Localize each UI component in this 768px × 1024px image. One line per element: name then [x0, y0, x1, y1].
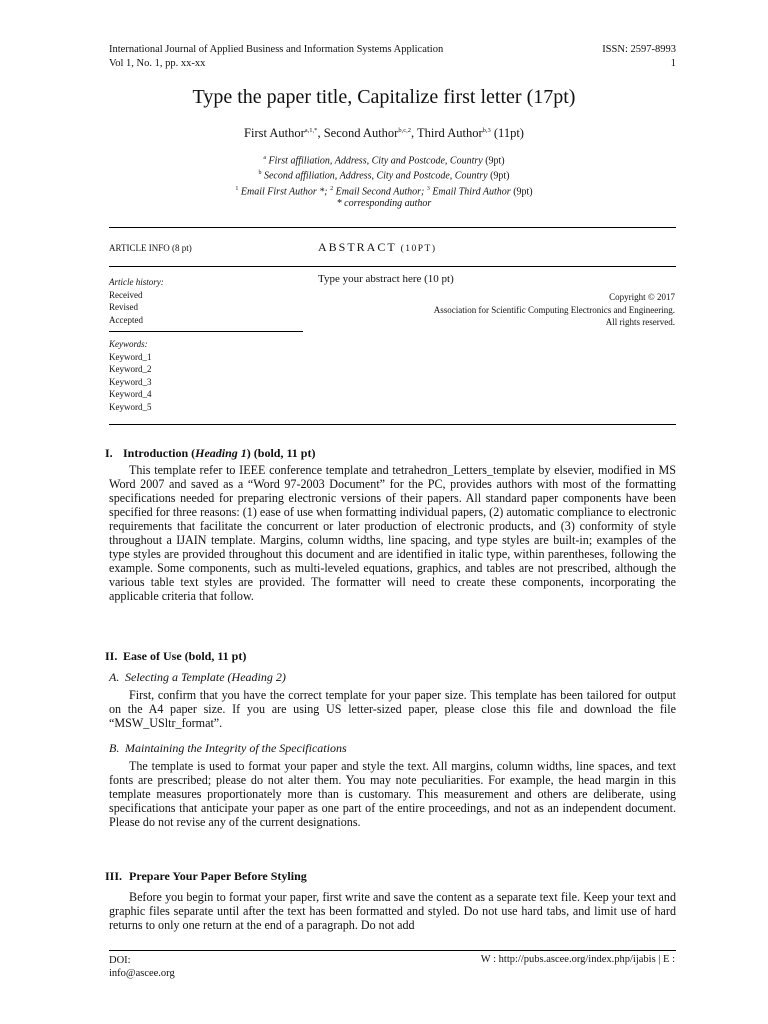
divider-top — [109, 227, 676, 228]
footer-divider — [109, 950, 676, 951]
page-number: 1 — [670, 58, 676, 69]
copyright-block — [335, 291, 675, 329]
author-2-sup: b,c,2 — [398, 126, 411, 134]
subsection-heading-template — [109, 670, 286, 685]
history-label: Article history: — [109, 277, 164, 287]
section-heading-text: Ease of Use (bold, 11 pt) — [123, 649, 247, 663]
author-2: , Second Author — [317, 126, 399, 140]
author-1: First Author — [244, 126, 305, 140]
affiliation-2-size: (9pt) — [487, 170, 510, 182]
history-received: Received — [109, 289, 143, 300]
copyright-line: Copyright © 2017 — [609, 292, 675, 302]
paper-title: Type the paper title, Capitalize first letter (17pt) — [192, 86, 576, 108]
footer-doi: DOI: — [109, 955, 131, 966]
section-number: I. — [105, 446, 113, 460]
issn: ISSN: 2597-8993 — [602, 44, 676, 55]
affiliation-1-size: (9pt) — [482, 155, 505, 167]
running-header — [109, 43, 676, 56]
email-2: Email Second Author; — [333, 185, 427, 197]
email-1: Email First Author *; — [238, 185, 331, 197]
email-3-sup: 3 — [426, 185, 430, 192]
subsection-number: A. — [109, 670, 120, 684]
footer-email: info@ascee.org — [109, 968, 175, 979]
keywords — [109, 338, 152, 413]
section-heading-ease-of-use — [105, 649, 246, 664]
affiliation-1-sup: a — [263, 155, 267, 161]
section-heading-italic: Heading 1 — [195, 446, 247, 460]
body-paragraph: Before you begin to format your paper, first write and save the content as a separate text file. Keep your text and graphic files separate until after the text has been formatted and styled. Do not use hard tabs, and limit use of hard returns to only one return at the end of a paragraph. Do not add — [109, 890, 676, 932]
abstract-heading-size: (10PT) — [396, 244, 437, 254]
footer-web: W : http://pubs.ascee.org/index.php/ijabis | E : — [480, 954, 675, 965]
keywords-label: Keywords: — [109, 339, 148, 349]
email-2-sup: 2 — [330, 185, 334, 192]
affiliations — [0, 152, 768, 210]
running-header-line2 — [109, 57, 676, 70]
section-number: III. — [105, 869, 123, 883]
journal-name: International Journal of Applied Business and Information Systems Application — [109, 44, 444, 55]
author-3-sup: b,3 — [482, 126, 491, 134]
keyword-item: Keyword_5 — [109, 401, 152, 412]
author-1-sup: a,1,* — [304, 126, 318, 134]
divider-abstract — [109, 266, 676, 267]
section-heading-introduction — [105, 446, 315, 461]
divider-bottom — [109, 424, 676, 425]
footer-left — [109, 954, 175, 980]
keyword-item: Keyword_4 — [109, 389, 152, 399]
rights-line: All rights reserved. — [605, 317, 675, 327]
affiliation-1 — [0, 152, 768, 167]
body-paragraph: First, confirm that you have the correct template for your paper size. This template has been tailored for output on the A4 paper size. If you are using US letter-sized paper, please close this file and download the file “MSW_USltr_format”. — [109, 688, 676, 730]
email-1-sup: 1 — [235, 185, 239, 192]
section-heading-prepare — [105, 869, 307, 884]
author-list — [0, 126, 768, 141]
article-history — [109, 276, 164, 326]
section-heading-suffix: ) (bold, 11 pt) — [246, 446, 316, 460]
author-size-note: (11pt) — [490, 126, 524, 140]
affiliation-1-text: First affiliation, Address, City and Postcode, Country — [266, 155, 483, 167]
email-3: Email Third Author — [429, 185, 511, 197]
section-heading-text: Prepare Your Paper Before Styling — [129, 869, 307, 883]
affiliation-2-text: Second affiliation, Address, City and Postcode, Country — [261, 170, 488, 182]
subsection-heading-text: Maintaining the Integrity of the Specifications — [125, 741, 347, 755]
keyword-item: Keyword_2 — [109, 364, 152, 374]
subsection-heading-text: Selecting a Template (Heading 2) — [125, 670, 286, 684]
keyword-item: Keyword_3 — [109, 376, 152, 387]
subsection-number: B. — [109, 741, 120, 755]
abstract-text: Type your abstract here (10 pt) — [318, 273, 454, 285]
email-size: (9pt) — [510, 185, 533, 197]
history-accepted: Accepted — [109, 314, 143, 325]
body-paragraph: The template is used to format your paper and style the text. All margins, column widths, line spaces, and text fonts are prescribed; please do not alter them. You may note peculiarities. For example, the head margin in this template measures proportionately more than is customary. This measurement and others are deliberate, using specifications that anticipate your paper as one part of the entire proceedings, and not as an independent document. Please do not revise any of the current designations. — [109, 759, 676, 829]
article-info-label: ARTICLE INFO (8 pt) — [109, 243, 192, 253]
keyword-item: Keyword_1 — [109, 351, 152, 362]
affiliation-2 — [0, 167, 768, 182]
abstract-heading — [318, 240, 436, 255]
section-number: II. — [105, 649, 118, 663]
affiliation-2-sup: b — [258, 170, 262, 177]
history-revised: Revised — [109, 302, 138, 312]
abstract-heading-text: ABSTRACT — [318, 240, 397, 254]
email-line — [0, 183, 768, 198]
subsection-heading-integrity — [109, 741, 347, 756]
body-paragraph: This template refer to IEEE conference template and tetrahedron_Letters_template by elsevier, modified in MS Word 2007 and saved as a “Word 97-2003 Document” for the PC, provides authors with most of the formatting specifications needed for preparing electronic versions of their papers. All standard paper components have been specified for three reasons: (1) ease of use when formatting individual papers, (2) automatic compliance to electronic requirements that facilitate the concurrent or later production of electronic products, and (3) conformity of style throughout a IJAIN template. Margins, column widths, line spacing, and type styles are built-in; examples of the type styles are provided throughout this document and are identified in italic type, within parentheses, following the example. Some components, such as multi-leveled equations, graphics, and tables are not prescribed, although the various table text styles are provided. The formatter will need to create these components, incorporating the applicable criteria that follow. — [109, 463, 676, 603]
divider-history — [109, 331, 303, 332]
association-line: Association for Scientific Computing Electronics and Engineering. — [433, 304, 675, 315]
corresponding-author: * corresponding author — [336, 197, 432, 209]
volume-info: Vol 1, No. 1, pp. xx-xx — [109, 58, 206, 69]
author-3: , Third Author — [410, 126, 483, 140]
section-heading-text: Introduction ( — [123, 446, 196, 460]
